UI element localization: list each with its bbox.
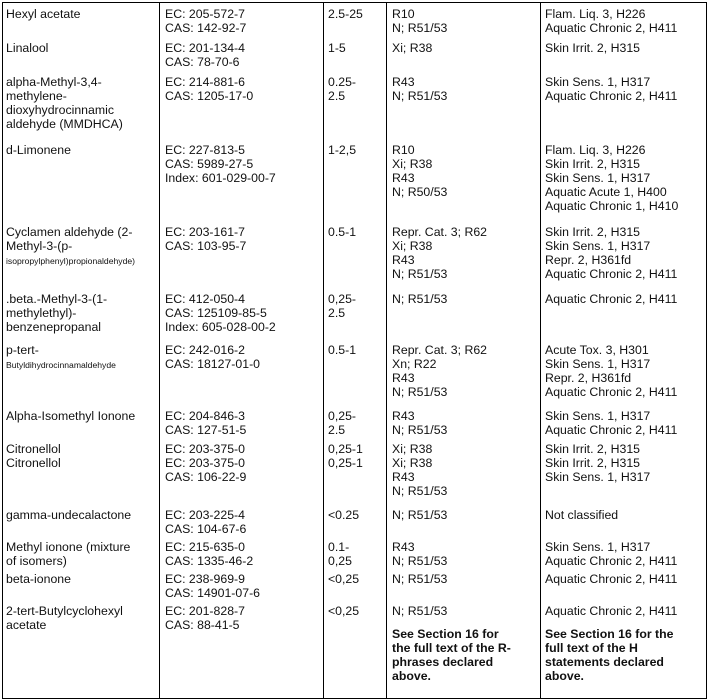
substance-name-text: Alpha-Isomethyl Ionone	[6, 409, 136, 423]
r-phrases: R43 N; R51/53	[392, 540, 448, 568]
r-phrases: Xi; R38	[392, 41, 433, 55]
clp-classification: Aquatic Chronic 2, H411	[545, 604, 678, 618]
substance-name	[6, 143, 156, 157]
identifiers: EC: 201-134-4 CAS: 78-70-6	[165, 41, 245, 69]
clp-classification: Skin Sens. 1, H317 Aquatic Chronic 2, H411	[545, 75, 678, 103]
concentration: <0.25	[328, 508, 360, 522]
clp-classification: Not classified	[545, 508, 619, 522]
substance-name	[6, 343, 156, 372]
concentration: 0.1- 0,25	[328, 540, 352, 568]
substance-name-text: beta-ionone	[6, 572, 71, 586]
substance-name	[6, 41, 156, 55]
substance-name	[6, 508, 156, 522]
substance-name-text: alpha-Methyl-3,4- methylene- dioxyhydrocinnamic aldehyde (MMDHCA)	[6, 75, 123, 131]
r-phrases: N; R51/53	[392, 508, 448, 522]
identifiers: EC: 227-813-5 CAS: 5989-27-5 Index: 601-029-00-7	[165, 143, 276, 185]
concentration: 1-2,5	[328, 143, 357, 157]
r-phrases: R10 N; R51/53	[392, 7, 448, 35]
r-phrases: Xi; R38 R43 N; R51/53	[392, 456, 448, 498]
concentration: 0.5-1	[328, 225, 357, 239]
h-statements-note: See Section 16 for the full text of the H statements declared above.	[545, 627, 674, 683]
substance-name-text: p-tert-	[6, 343, 39, 357]
substance-name-text: Cyclamen aldehyde (2- Methyl-3-(p-	[6, 225, 133, 253]
substance-name-text: Linalool	[6, 41, 49, 55]
substance-name	[6, 75, 156, 131]
concentration: 0.5-1	[328, 343, 357, 357]
substance-name-text: Citronellol	[6, 442, 61, 456]
substance-name	[6, 409, 156, 423]
substance-name-text: d-Limonene	[6, 143, 71, 157]
substance-name-small-text: isopropylphenyl)propionaldehyde)	[6, 256, 135, 266]
clp-classification: Acute Tox. 3, H301 Skin Sens. 1, H317 Repr. 2, H361fd Aquatic Chronic 2, H411	[545, 343, 678, 399]
substance-name-text: .beta.-Methyl-3-(1- methylethyl)- benzenepropanal	[6, 292, 108, 334]
concentration: <0,25	[328, 572, 360, 586]
r-phrases-note: See Section 16 for the full text of the R- phrases declared above.	[392, 627, 511, 683]
r-phrases: R43 N; R51/53	[392, 409, 448, 437]
substance-name-text: Citronellol	[6, 456, 61, 470]
clp-classification: Flam. Liq. 3, H226 Skin Irrit. 2, H315 Skin Sens. 1, H317 Aquatic Acute 1, H400 Aquatic Chronic 1, H410	[545, 143, 679, 213]
concentration: 1-5	[328, 41, 346, 55]
substance-name	[6, 572, 156, 586]
identifiers: EC: 203-375-0 CAS: 106-22-9	[165, 456, 247, 484]
r-phrases: Repr. Cat. 3; R62 Xn; R22 R43 N; R51/53	[392, 343, 488, 399]
identifiers: EC: 215-635-0 CAS: 1335-46-2	[165, 540, 254, 568]
substance-name-text: 2-tert-Butylcyclohexyl acetate	[6, 604, 123, 632]
substance-name	[6, 292, 156, 334]
r-phrases: R10 Xi; R38 R43 N; R50/53	[392, 143, 448, 199]
concentration: 2.5-25	[328, 7, 363, 21]
clp-classification: Aquatic Chronic 2, H411	[545, 572, 678, 586]
clp-classification: Skin Sens. 1, H317 Aquatic Chronic 2, H411	[545, 540, 678, 568]
clp-classification: Skin Irrit. 2, H315	[545, 442, 640, 456]
clp-classification: Aquatic Chronic 2, H411	[545, 292, 678, 306]
column-divider	[386, 3, 387, 698]
identifiers: EC: 203-375-0	[165, 442, 245, 456]
column-divider	[323, 3, 324, 698]
clp-classification: Skin Irrit. 2, H315	[545, 41, 640, 55]
column-divider	[540, 3, 541, 698]
identifiers: EC: 205-572-7 CAS: 142-92-7	[165, 7, 247, 35]
identifiers: EC: 204-846-3 CAS: 127-51-5	[165, 409, 247, 437]
column-divider	[159, 3, 160, 698]
substance-name	[6, 456, 156, 470]
identifiers: EC: 242-016-2 CAS: 18127-01-0	[165, 343, 261, 371]
ingredients-table	[2, 2, 707, 699]
identifiers: EC: 203-161-7 CAS: 103-95-7	[165, 225, 247, 253]
substance-name	[6, 7, 156, 21]
r-phrases: N; R51/53	[392, 572, 448, 586]
identifiers: EC: 201-828-7 CAS: 88-41-5	[165, 604, 245, 632]
clp-classification: Skin Irrit. 2, H315 Skin Sens. 1, H317	[545, 456, 651, 484]
concentration: 0,25- 2.5	[328, 409, 357, 437]
substance-name-small-text: Butyldihydrocinnamaldehyde	[6, 360, 116, 370]
r-phrases: Xi; R38	[392, 442, 433, 456]
substance-name	[6, 225, 156, 268]
identifiers: EC: 238-969-9 CAS: 14901-07-6	[165, 572, 261, 600]
concentration: 0,25-1	[328, 456, 363, 470]
substance-name	[6, 442, 156, 456]
r-phrases: N; R51/53	[392, 292, 448, 306]
substance-name-text: Methyl ionone (mixture of isomers)	[6, 540, 131, 568]
identifiers: EC: 203-225-4 CAS: 104-67-6	[165, 508, 247, 536]
concentration: 0.25- 2.5	[328, 75, 357, 103]
identifiers: EC: 214-881-6 CAS: 1205-17-0	[165, 75, 254, 103]
substance-name	[6, 540, 156, 568]
clp-classification: Skin Sens. 1, H317 Aquatic Chronic 2, H411	[545, 409, 678, 437]
concentration: <0,25	[328, 604, 360, 618]
clp-classification: Skin Irrit. 2, H315 Skin Sens. 1, H317 Repr. 2, H361fd Aquatic Chronic 2, H411	[545, 225, 678, 281]
r-phrases: N; R51/53	[392, 604, 448, 618]
concentration: 0,25- 2.5	[328, 292, 357, 320]
substance-name-text: Hexyl acetate	[6, 7, 81, 21]
r-phrases: Repr. Cat. 3; R62 Xi; R38 R43 N; R51/53	[392, 225, 488, 281]
substance-name-text: gamma-undecalactone	[6, 508, 132, 522]
substance-name	[6, 604, 156, 632]
concentration: 0,25-1	[328, 442, 363, 456]
r-phrases: R43 N; R51/53	[392, 75, 448, 103]
identifiers: EC: 412-050-4 CAS: 125109-85-5 Index: 605-028-00-2	[165, 292, 276, 334]
clp-classification: Flam. Liq. 3, H226 Aquatic Chronic 2, H411	[545, 7, 678, 35]
